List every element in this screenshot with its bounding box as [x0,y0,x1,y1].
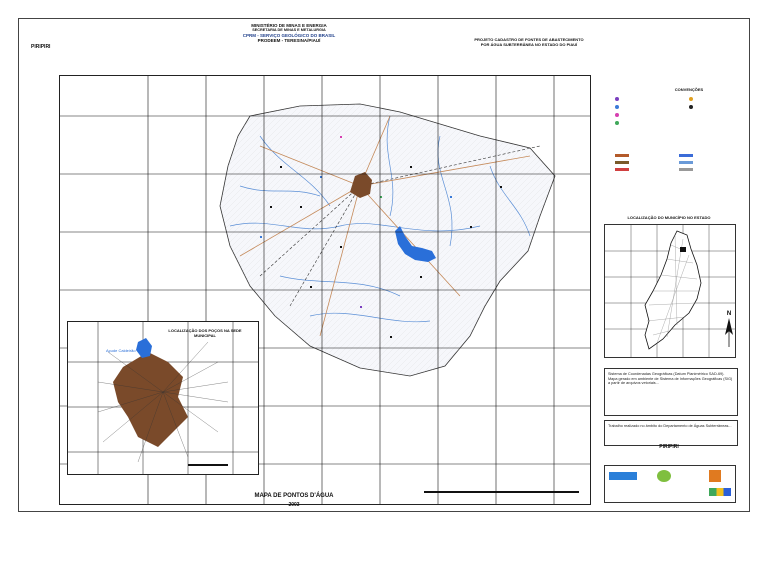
legend-item-12 [679,168,696,171]
legend-item-2 [615,105,622,109]
legend-marker-icon [615,113,619,117]
map-sheet [18,18,750,512]
cprm-title: CPRM - SERVIÇO GEOLÓGICO DO BRASIL [242,33,336,38]
program-title: PRODEEM - TERESINA/PIAUÍ [257,38,321,43]
legend-marker-icon [689,105,693,109]
legend-item-4 [615,121,622,125]
methodology-text: Sistema de Coordenadas Geográficas (Datum Planimétrico SAD-69). Mapa gerado em ambiente de Sistema de Informações Geográficas (SIG) a partir de arquivos vetoriais... [604,368,738,416]
project-title-1: PROJETO CADASTRO DE FONTES DE ABASTECIMENTO [474,37,584,42]
credits-text: Trabalho realizado no âmbito do Departamento de Águas Subterrâneas... [604,420,738,446]
ministry-title: MINISTÉRIO DE MINAS E ENERGIA [251,23,327,28]
legend-marker-icon [615,121,619,125]
legend-swatch-icon [615,168,629,171]
inset-map-svg [68,322,258,474]
map-title: MAPA DE PONTOS D'ÁGUA [254,493,334,499]
state-outline [645,231,701,349]
inset-urban-area [113,352,188,447]
svg-text:N: N [726,311,732,317]
north-arrow-icon [724,309,734,349]
legend-swatch-icon [679,161,693,164]
map-year: 2003 [288,502,300,508]
inset-title: LOCALIZAÇÃO DOS POÇOS NA SEDE MUNICIPAL [168,328,242,338]
legend-swatch-icon [615,154,629,157]
project-title-2: POR ÁGUA SUBTERRÂNEA NO ESTADO DO PIAUÍ [480,42,578,47]
legend-item-11 [679,161,696,164]
municipality-highlight [680,247,686,252]
legend-item-5 [689,97,696,101]
legend-item-10 [679,154,696,157]
legend-swatch-icon [679,154,693,157]
secretariat-title: SECRETARIA DE MINAS E METALURGIA [252,28,326,32]
brasil-logo [709,488,731,496]
logos-panel [604,465,736,503]
legend-marker-icon [689,97,693,101]
inset-lake-label: Açude Caldeirão [106,348,136,353]
legend-marker-icon [615,97,619,101]
legend-title: CONVENÇÕES [674,87,704,92]
legend-swatch-icon [615,161,629,164]
location-map-title: LOCALIZAÇÃO DO MUNICÍPIO NO ESTADO [627,215,711,220]
location-map-svg [605,225,735,357]
prodeem-logo [709,470,721,482]
legend-marker-icon [615,105,619,109]
legend-swatch-icon [679,168,693,171]
legend-item-1 [615,97,622,101]
legend-item-3 [615,113,622,117]
legend-item-6 [689,105,696,109]
ministry-logo [657,470,671,482]
legend-item-9 [615,168,632,171]
location-map [604,224,736,358]
municipality-name-top: PIRIPIRI [31,44,51,50]
inset-lake [136,338,152,358]
cprm-logo [609,472,637,480]
legend-item-7 [615,154,632,157]
municipality-label: PIRIPIRI [659,444,679,450]
legend-item-8 [615,161,632,164]
inset-map [67,321,259,475]
